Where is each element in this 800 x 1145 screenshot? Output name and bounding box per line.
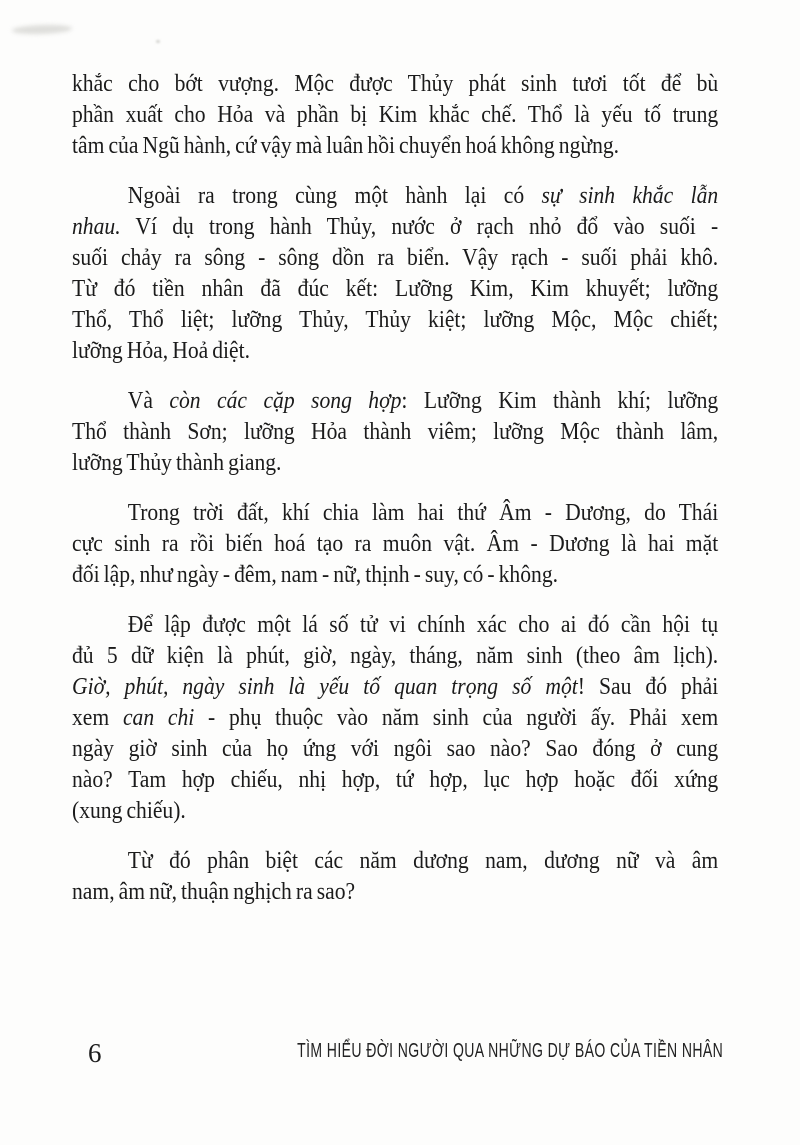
text-line [72,641,718,672]
text-line [72,703,718,734]
text-segment: Thổ, Thổ liệt; lưỡng Thủy, Thủy kiệt; lưỡng Mộc, Mộc chiết; [72,307,719,333]
text-segment: xem [72,705,123,731]
text-line [72,846,718,877]
paragraph [72,610,718,827]
paragraph [72,386,718,479]
text-line [72,610,718,641]
text-segment: Từ đó phân biệt các năm dương nam, dương nữ và âm [127,848,719,874]
text-segment: Từ đó tiền nhân đã đúc kết: Lưỡng Kim, Kim khuyết; lưỡng [72,276,719,302]
text-segment: đủ 5 dữ kiện là phút, giờ, ngày, tháng, năm sinh (theo âm lịch). [72,643,719,669]
text-line [72,796,718,827]
italic-text-segment: nhau. [72,214,121,240]
text-line [72,560,718,591]
text-line [72,181,718,212]
text-line [72,212,718,243]
text-segment: khắc cho bớt vượng. Mộc được Thủy phát sinh tươi tốt để bù [72,71,719,97]
text-segment: : Lưỡng Kim thành khí; lưỡng [401,388,719,414]
text-segment: Trong trời đất, khí chia làm hai thứ Âm - Dương, do Thái [127,500,719,526]
text-line [72,100,718,131]
text-segment: suối chảy ra sông - sông dồn ra biển. Vậy rạch - suối phải khô. [72,245,719,271]
text-segment: ngày giờ sinh của họ ứng với ngôi sao nào? Sao đóng ở cung [72,736,719,762]
page-text [72,69,718,908]
paragraph [72,69,718,162]
text-segment: nam, âm nữ, thuận nghịch ra sao? [72,879,356,905]
text-segment: (xung chiếu). [72,798,186,824]
scan-smudge [12,24,72,35]
text-segment: cực sinh ra rồi biến hoá tạo ra muôn vật. Âm - Dương là hai mặt [72,531,719,557]
text-line [72,734,718,765]
text-segment: nào? Tam hợp chiếu, nhị hợp, tứ hợp, lục hợp hoặc đối xứng [72,767,719,793]
paragraph [72,846,718,908]
text-line [72,131,718,162]
text-segment: đối lập, như ngày - đêm, nam - nữ, thịnh - suy, có - không. [72,562,559,588]
text-segment: lưỡng Hỏa, Hoả diệt. [72,338,251,364]
text-segment: Ví dụ trong hành Thủy, nước ở rạch nhỏ đổ vào suối - [120,214,719,240]
text-line [72,765,718,796]
italic-text-segment: Giờ, phút, ngày sinh là yếu tố quan trọng số một [72,674,578,700]
scan-speck [156,40,160,43]
text-line [72,448,718,479]
text-line [72,305,718,336]
paragraph [72,498,718,591]
text-line [72,672,718,703]
text-line [72,69,718,100]
text-line [72,498,718,529]
text-line [72,417,718,448]
text-segment: Và [127,388,170,414]
text-segment: Ngoài ra trong cùng một hành lại có [127,183,542,209]
text-line [72,336,718,367]
italic-text-segment: còn các cặp song hợp [169,388,402,414]
text-segment: - phụ thuộc vào năm sinh của người ấy. Phải xem [194,705,719,731]
text-segment: Thổ thành Sơn; lưỡng Hỏa thành viêm; lưỡng Mộc thành lâm, [72,419,719,445]
italic-text-segment: can chi [122,705,195,731]
text-segment: Để lập được một lá số tử vi chính xác cho ai đó cần hội tụ [127,612,719,638]
text-segment: phần xuất cho Hỏa và phần bị Kim khắc chế. Thổ là yếu tố trung [72,102,719,128]
text-segment: tâm của Ngũ hành, cứ vậy mà luân hồi chuyển hoá không ngừng. [72,133,620,159]
text-segment: ! Sau đó phải [577,674,719,700]
page-number: 6 [88,1038,102,1068]
text-line [72,386,718,417]
text-line [72,243,718,274]
text-line [72,529,718,560]
text-line [72,877,718,908]
text-line [72,274,718,305]
italic-text-segment: sự sinh khắc lẫn [541,183,719,209]
paragraph [72,181,718,367]
text-segment: lưỡng Thủy thành giang. [72,450,282,476]
running-title: TÌM HIỂU ĐỜI NGƯỜI QUA NHỮNG DỰ BÁO CỦA TIỀN NHÂN [296,1038,723,1062]
